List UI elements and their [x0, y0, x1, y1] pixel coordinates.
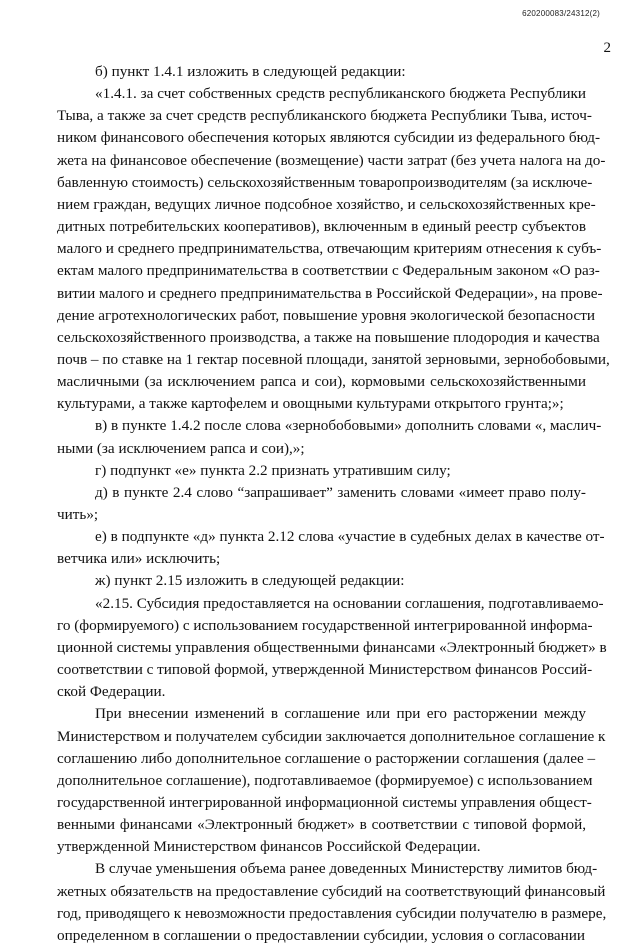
text-line: утвержденной Министерством финансов Российской Федерации. — [57, 838, 481, 856]
text-line: определенном в соглашении о предоставлении субсидии, условия о согласовании — [57, 926, 586, 944]
text-line: дитных потребительских кооперативов), включенным в единый реестр субъектов — [57, 218, 586, 236]
text-line: в) в пункте 1.4.2 после слова «зернобобовыми» дополнить словами «, маслич- — [95, 417, 602, 435]
document-registration-code: 620200083/24312(2) — [522, 9, 600, 18]
text-line: ж) пункт 2.15 изложить в следующей редакции: — [95, 572, 405, 590]
text-line: г) подпункт «е» пункта 2.2 признать утратившим силу; — [95, 461, 451, 479]
text-line: почв – по ставке на 1 гектар посевной площади, занятой зерновыми, зернобобовыми, — [57, 350, 610, 368]
text-line: дение агротехнологических работ, повышение уровня экологической безопасности — [57, 306, 596, 324]
text-line: соответствии с типовой формой, утвержденной Министерством финансов Россий- — [57, 661, 593, 679]
text-line: витии малого и среднего предпринимательства в Российской Федерации», на прове- — [57, 284, 603, 302]
text-line: ветчика или» исключить; — [57, 550, 221, 568]
text-line: масличными (за исключением рапса и сои), кормовыми сельскохозяйственными — [57, 373, 586, 391]
text-line: жета на финансовое обеспечение (возмещение) части затрат (без учета налога на до- — [57, 151, 606, 169]
text-line: Тыва, а также за счет средств республиканского бюджета Республики Тыва, источ- — [57, 107, 592, 125]
text-line: бавленную стоимость) сельскохозяйственным товаропроизводителям (за исключе- — [57, 173, 593, 191]
text-line: жетных обязательств на предоставление субсидий на соответствующий финансовый — [57, 882, 606, 900]
text-line: соглашению либо дополнительное соглашение о расторжении соглашения (далее – — [57, 749, 596, 767]
text-line: го (формируемого) с использованием государственной интегрированной информа- — [57, 616, 593, 634]
text-line: ектам малого предпринимательства в соответствии с Федеральным законом «О раз- — [57, 262, 600, 280]
text-line: При внесении изменений в соглашение или при его расторжении между — [95, 705, 586, 723]
text-line: ником финансового обеспечения которых являются субсидии из федерального бюд- — [57, 129, 601, 147]
text-line: нием граждан, ведущих личное подсобное хозяйство, и сельскохозяйственных кре- — [57, 195, 596, 213]
text-line: «1.4.1. за счет собственных средств республиканского бюджета Республики — [95, 85, 586, 103]
text-line: чить»; — [57, 506, 99, 523]
text-line: венными финансами «Электронный бюджет» в соответствии с типовой формой, — [57, 816, 586, 834]
text-line: «2.15. Субсидия предоставляется на основании соглашения, подготавливаемо- — [95, 594, 604, 612]
text-line: малого и среднего предпринимательства, отвечающим критериям отнесения к субъ- — [57, 240, 602, 258]
page-number: 2 — [603, 40, 611, 56]
text-line: ными (за исключением рапса и сои),»; — [57, 439, 305, 457]
text-line: е) в подпункте «д» пункта 2.12 слова «участие в судебных делах в качестве от- — [95, 528, 605, 546]
text-line: б) пункт 1.4.1 изложить в следующей редакции: — [95, 63, 406, 80]
text-line: ской Федерации. — [57, 683, 166, 701]
text-line: сельскохозяйственного производства, а также на повышение плодородия и качества — [57, 328, 600, 346]
text-line: культурами, а также картофелем и овощными культурами открытого грунта;»; — [57, 395, 564, 413]
text-line: Министерством и получателем субсидии заключается дополнительное соглашение к — [57, 727, 606, 745]
text-line: д) в пункте 2.4 слово “запрашивает” заменить словами «имеет право полу- — [95, 483, 586, 501]
text-line: ционной системы управления общественными финансами «Электронный бюджет» в — [57, 638, 607, 656]
text-line: дополнительное соглашение), подготавливаемое (формируемое) с использованием — [57, 771, 593, 789]
text-line: государственной интегрированной информационной системы управления общест- — [57, 793, 592, 811]
text-line: В случае уменьшения объема ранее доведенных Министерству лимитов бюд- — [95, 860, 598, 878]
text-line: год, приводящего к невозможности предоставления субсидии получателю в размере, — [57, 904, 607, 922]
